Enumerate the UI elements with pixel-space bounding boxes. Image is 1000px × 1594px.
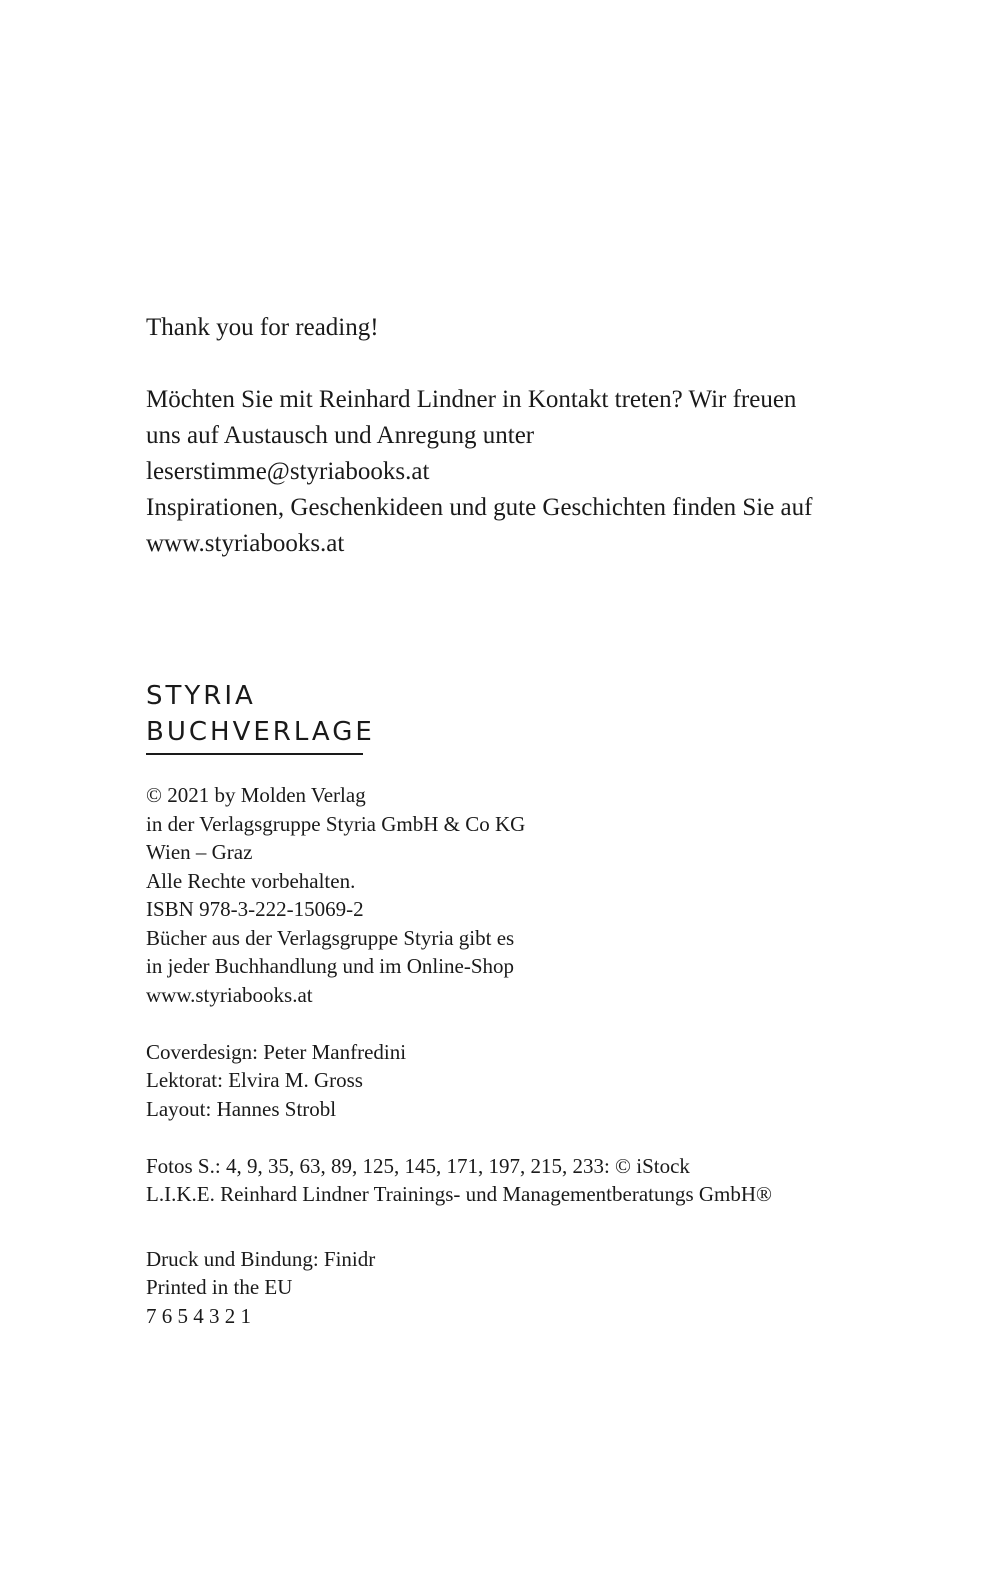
website-text: www.styriabooks.at	[146, 530, 345, 557]
spacer	[146, 1209, 946, 1245]
contact-email: leserstimme@styriabooks.at	[146, 458, 430, 485]
imprint-website: www.styriabooks.at	[146, 982, 313, 1007]
availability-line-1: Bücher aus der Verlagsgruppe Styria gibt es	[146, 925, 515, 950]
spacer	[146, 346, 926, 382]
layout-credit: Layout: Hannes Strobl	[146, 1096, 337, 1121]
inspiration-text: Inspirationen, Geschenkideen und gute Geschichten finden Sie auf	[146, 494, 813, 521]
spacer	[146, 1009, 946, 1038]
contact-text-line-1: Möchten Sie mit Reinhard Lindner in Kontakt treten? Wir freuen	[146, 386, 797, 413]
availability-line-2: in jeder Buchhandlung und im Online-Shop	[146, 954, 515, 978]
publisher-logo	[146, 678, 375, 750]
copyright-line: © 2021 by Molden Verlag	[146, 783, 366, 807]
printed-in-line: Printed in the EU	[146, 1275, 293, 1299]
contact-text-line-2: uns auf Austausch und Anregung unter	[146, 422, 535, 449]
thank-you-text: Thank you for reading!	[146, 314, 379, 341]
imprint-block	[146, 781, 946, 1330]
printing-credit: Druck und Bindung: Finidr	[146, 1246, 376, 1271]
publisher-group-line: in der Verlagsgruppe Styria GmbH & Co KG	[146, 811, 526, 836]
cities-line: Wien – Graz	[146, 840, 253, 864]
cover-design-credit: Coverdesign: Peter Manfredini	[146, 1039, 407, 1064]
photo-credit-line-1: Fotos S.: 4, 9, 35, 63, 89, 125, 145, 171, 197, 215, 233: © iStock	[146, 1153, 690, 1178]
closing-message	[146, 310, 926, 562]
photo-credit-line-2: L.I.K.E. Reinhard Lindner Trainings- und Managementberatungs GmbH®	[146, 1182, 773, 1206]
isbn-line: ISBN 978-3-222-15069-2	[146, 897, 364, 921]
logo-line-2: BUCHVERLAGE	[146, 717, 375, 747]
editing-credit: Lektorat: Elvira M. Gross	[146, 1068, 363, 1092]
spacer	[146, 1123, 946, 1152]
logo-underline	[146, 753, 363, 755]
logo-line-1: STYRIA	[146, 681, 256, 711]
rights-line: Alle Rechte vorbehalten.	[146, 868, 356, 893]
print-run-line: 7 6 5 4 3 2 1	[146, 1303, 251, 1328]
